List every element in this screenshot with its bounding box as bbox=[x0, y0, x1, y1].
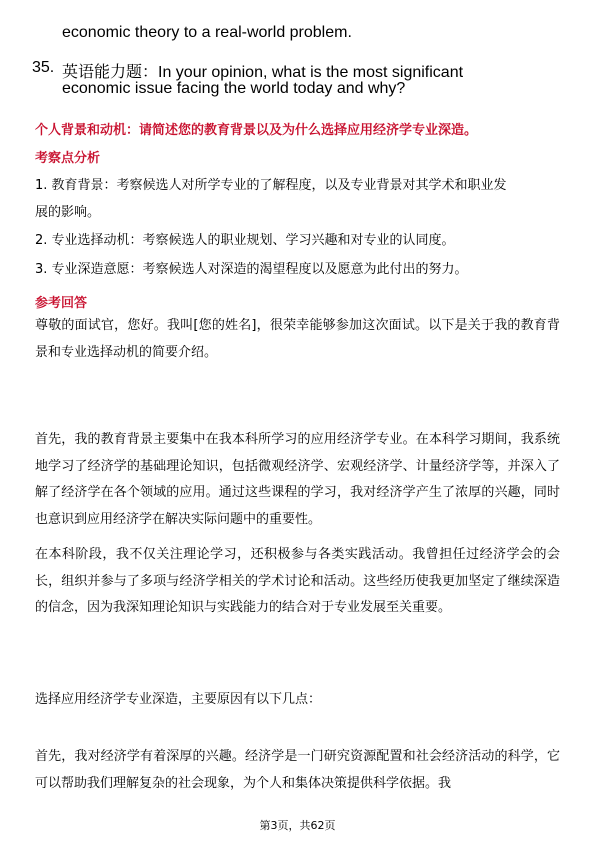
section-heading: 个人背景和动机：请简述您的教育背景以及为什么选择应用经济学专业深造。 bbox=[35, 123, 478, 138]
analysis-item-1-cont: 展的影响。 bbox=[35, 205, 101, 220]
analysis-item-3: 3. 专业深造意愿：考察候选人对深造的渴望程度以及愿意为此付出的努力。 bbox=[35, 262, 468, 277]
answer-paragraph-3: 在本科阶段，我不仅关注理论学习，还积极参与各类实践活动。我曾担任过经济学会的会长，组织并参与了多项与经济学相关的学术讨论和活动。这些经历使我更加坚定了继续深造的信念，因为我深知理论知识与实践能力的结合对于专业发展至关重要。 bbox=[35, 547, 560, 615]
analysis-heading: 考察点分析 bbox=[35, 151, 101, 166]
question-text-line-2: economic issue facing the world today and why? bbox=[62, 80, 406, 97]
question-number: 35. bbox=[32, 59, 55, 76]
analysis-item-2: 2. 专业选择动机：考察候选人的职业规划、学习兴趣和对专业的认同度。 bbox=[35, 233, 455, 248]
question-text-line-1: 英语能力题：In your opinion, what is the most significant bbox=[62, 64, 464, 81]
analysis-item-1: 1. 教育背景：考察候选人对所学专业的了解程度，以及专业背景对其学术和职业发 bbox=[35, 178, 507, 193]
answer-paragraph-4: 选择应用经济学专业深造，主要原因有以下几点： bbox=[35, 692, 322, 707]
answer-paragraph-1: 尊敬的面试官，您好。我叫[您的姓名]，很荣幸能够参加这次面试。以下是关于我的教育背景和专业选择动机的简要介绍。 bbox=[35, 318, 560, 360]
page-footer: 第3页，共62页 bbox=[259, 819, 336, 832]
question-continuation-line: economic theory to a real-world problem. bbox=[62, 24, 352, 41]
answer-paragraph-5: 首先，我对经济学有着深厚的兴趣。经济学是一门研究资源配置和社会经济活动的科学，它可以帮助我们理解复杂的社会现象，为个人和集体决策提供科学依据。我 bbox=[35, 749, 560, 791]
answer-paragraph-2: 首先，我的教育背景主要集中在我本科所学习的应用经济学专业。在本科学习期间，我系统地学习了经济学的基础理论知识，包括微观经济学、宏观经济学、计量经济学等，并深入了解了经济学在各个领域的应用。通过这些课程的学习，我对经济学产生了浓厚的兴趣，同时也意识到应用经济学在解决实际问题中的重要性。 bbox=[35, 432, 560, 527]
reference-heading: 参考回答 bbox=[35, 296, 88, 311]
